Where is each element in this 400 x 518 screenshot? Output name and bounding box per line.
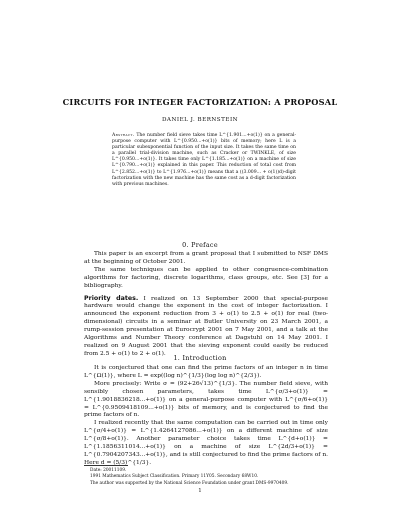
abstract xyxy=(112,133,296,188)
abstract-label: Abstract. xyxy=(112,133,135,138)
introduction-heading: 1. Introduction xyxy=(173,354,227,362)
footnote-msc: 1991 Mathematics Subject Classification. Primary 11Y05. Secondary 68W10. xyxy=(90,474,259,480)
footnotes xyxy=(90,468,330,487)
preface-heading: 0. Preface xyxy=(182,241,218,249)
author-name: DANIEL J. BERNSTEIN xyxy=(161,117,239,123)
preface-body xyxy=(84,251,328,359)
priority-dates-lead: Priority dates. xyxy=(84,294,139,302)
introduction-body xyxy=(84,365,328,468)
priority-dates-paragraph xyxy=(84,295,328,359)
paper-title: CIRCUITS FOR INTEGER FACTORIZATION: A PROPOSAL xyxy=(62,97,338,107)
footnote-grant: The author was supported by the National Science Foundation under grant DMS-9970409. xyxy=(90,480,289,486)
intro-paragraph-1: It is conjectured that one can find the prime factors of an integer n in time L^{Ω(1)}, where L = exp((log n)^{1/3}(log log n)^{2/3}). xyxy=(84,365,328,379)
preface-paragraph-2: The same techniques can be applied to other congruence-combination algorithms for factoring, discrete logarithms, class groups, etc. See [3] for a bibliography. xyxy=(84,266,328,289)
footnote-rule xyxy=(84,465,128,466)
page-number: 1 xyxy=(198,488,202,494)
intro-paragraph-2: More precisely: Write σ = (92+26√13)^{1/3}. The number field sieve, with sensibly chosen parameters, takes time L^{σ/3+o(1)} = L^{1.9018836218...+o(1)} on a general-purpose computer with L^{σ/6+o(1)} = L^{0.9509418109...+o(1)} bits of memory, and is conjectured to find the prime factors of n. xyxy=(84,380,328,419)
abstract-text: The number field sieve takes time L^{1.901...+o(1)} on a general-purpose computer with L^{0.950...+o(1)} bits of memory; here L is a particular subexponential function of the input size. It takes the same time on a parallel trial-division machine, such as Cracker or TWINKLE, of size L^{0.950...+o(1)}. It takes time only L^{1.185...+o(1)} on a machine of size L^{0.790...+o(1)} explained in this paper. This reduction of total cost from L^{2.852...+o(1)} to L^{1.976...+o(1)} means that a ((3.009... + o(1))d)-digit factorization with the new machine has the same cost as a d-digit factorization with previous machines. xyxy=(112,133,296,187)
priority-dates-text: I realized on 13 September 2000 that special-purpose hardware would change the exponent in the cost of integer factorization. I announced the exponent reduction from 3 + o(1) to 2.5 + o(1) for real (two-dimensional) circuits in a seminar at Butler University on 23 March 2001, a rump-session presentation at Eurocrypt 2001 on 7 May 2001, and a talk at the Algorithms and Number Theory conference at Dagstuhl on 14 May 2001. I realized on 9 August 2001 that the sieving exponent could easily be reduced from 2.5 + o(1) to 2 + o(1). xyxy=(84,295,328,357)
preface-paragraph-1: This paper is an excerpt from a grant proposal that I submitted to NSF DMS at the beginning of October 2001. xyxy=(84,251,328,265)
intro-paragraph-3: I realized recently that the same computation can be carried out in time only L^{σ/4+o(1)} = L^{1.4264127086...+o(1)} on a different machine of size L^{σ/8+o(1)}. Another parameter choice takes time L^{d+o(1)} = L^{1.1856311014...+o(1)} on a machine of size L^{2d/3+o(1)} = L^{0.7904207343...+o(1)}, and is still conjectured to find the prime factors of n. Here d = (5/3)^{1/3}. xyxy=(84,420,328,466)
footnote-date: Date: 20011109. xyxy=(90,468,127,473)
